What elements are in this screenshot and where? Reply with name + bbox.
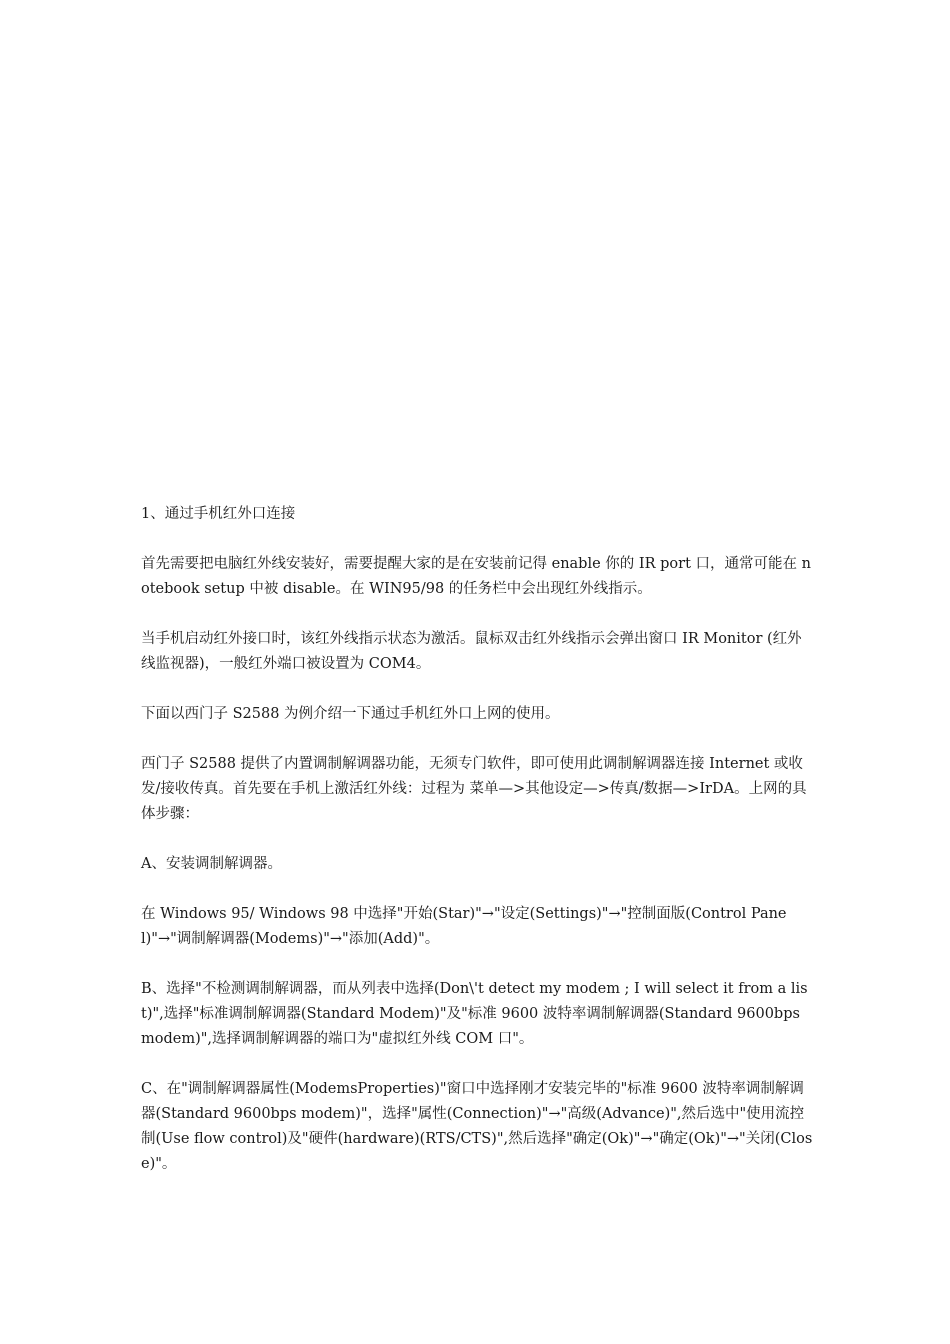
step-a-heading: A、安装调制解调器。 bbox=[141, 856, 282, 872]
paragraph-gap bbox=[141, 677, 813, 702]
section-heading: 1、通过手机红外口连接 bbox=[141, 506, 296, 522]
paragraph-gap bbox=[141, 527, 813, 552]
paragraph-example-intro: 下面以西门子 S2588 为例介绍一下通过手机红外口上网的使用。 bbox=[141, 706, 560, 722]
paragraph-gap bbox=[141, 602, 813, 627]
paragraph-gap bbox=[141, 1052, 813, 1077]
paragraph-ir-monitor: 当手机启动红外接口时，该红外线指示状态为激活。鼠标双击红外线指示会弹出窗口 IR Monitor (红外线监视器)，一般红外端口被设置为 COM4。 bbox=[141, 631, 802, 672]
step-a-detail: 在 Windows 95/ Windows 98 中选择"开始(Star)"→"设定(Settings)"→"控制面版(Control Panel)"→"调制解调器(Modems)"→"添加(Add)"。 bbox=[141, 906, 787, 947]
paragraph-ir-setup: 首先需要把电脑红外线安装好，需要提醒大家的是在安装前记得 enable 你的 IR port 口，通常可能在 notebook setup 中被 disable。在 WIN95/98 的任务栏中会出现红外线指示。 bbox=[141, 556, 811, 597]
paragraph-gap bbox=[141, 727, 813, 752]
paragraph-s2588-modem: 西门子 S2588 提供了内置调制解调器功能，无须专门软件，即可使用此调制解调器连接 Internet 或收发/接收传真。首先要在手机上激活红外线：过程为 菜单—>其他设定—>传真/数据—>IrDA。上网的具体步骤： bbox=[141, 756, 807, 822]
step-b: B、选择"不检测调制解调器，而从列表中选择(Don\'t detect my modem ; I will select it from a list)",选择"标准调制解调器(Standard Modem)"及"标准 9600 波特率调制解调器(Standard 9600bps modem)",选择调制解调器的端口为"虚拟红外线 COM 口"。 bbox=[141, 981, 808, 1047]
step-c: C、在"调制解调器属性(ModemsProperties)"窗口中选择刚才安装完毕的"标准 9600 波特率调制解调器(Standard 9600bps modem)"，选择"属性(Connection)"→"高级(Advance)",然后选中"使用流控制(Use flow control)及"硬件(hardware)(RTS/CTS)",然后选择"确定(Ok)"→"确定(Ok)"→"关闭(Close)"。 bbox=[141, 1081, 813, 1172]
paragraph-gap bbox=[141, 827, 813, 852]
paragraph-gap bbox=[141, 952, 813, 977]
document-body bbox=[141, 502, 813, 1177]
paragraph-gap bbox=[141, 877, 813, 902]
